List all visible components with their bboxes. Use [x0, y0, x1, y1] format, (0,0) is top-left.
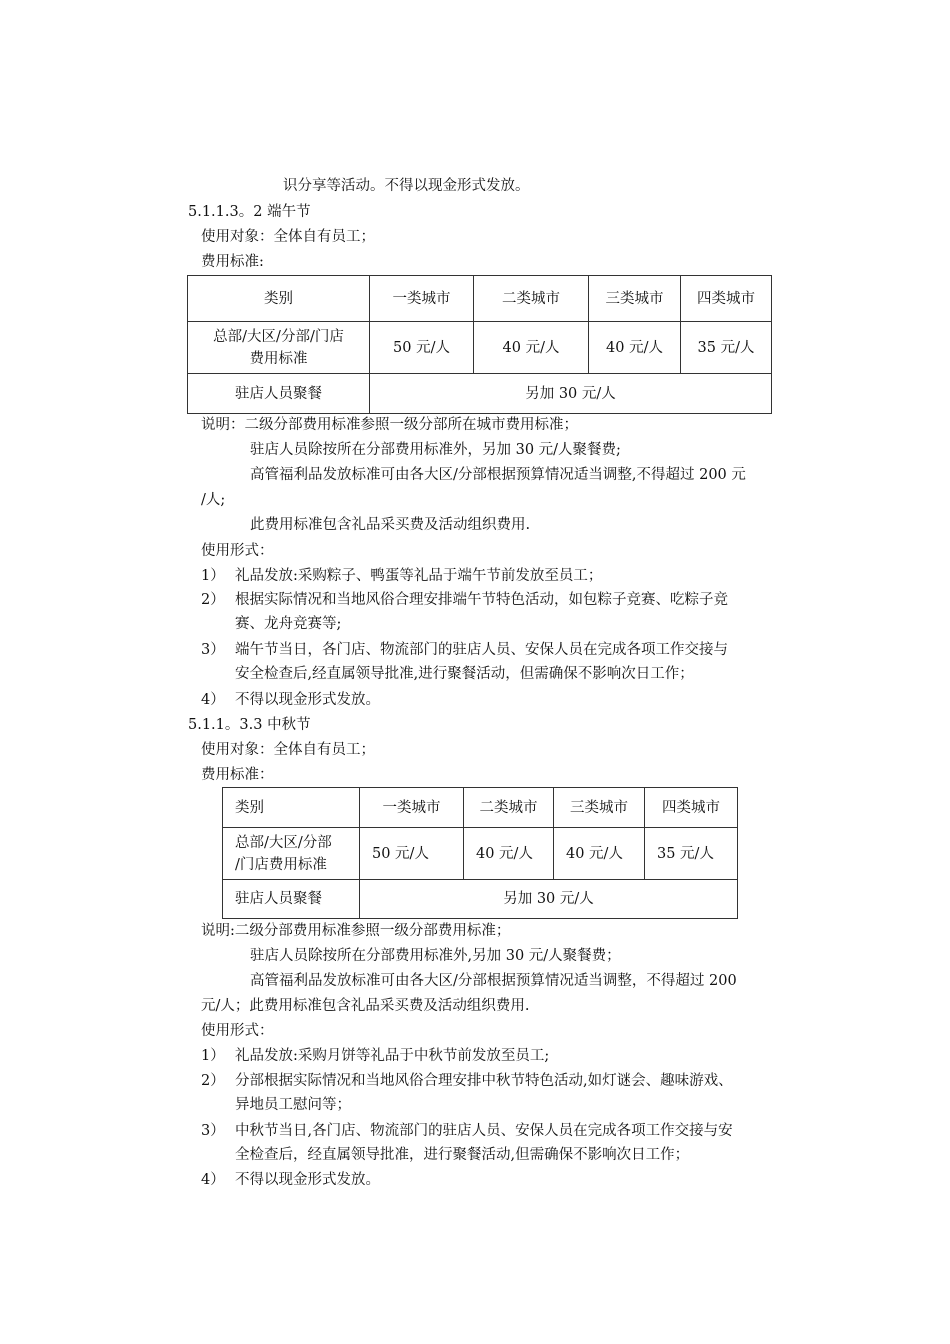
row-label-staff-dinner: 驻店人员聚餐: [188, 374, 370, 414]
header-category: 类别: [223, 788, 360, 828]
row-label-staff-dinner: 驻店人员聚餐: [223, 880, 360, 919]
header-tier1-city: 一类城市: [360, 788, 464, 828]
list-item: 中秋节当日,各门店、物流部门的驻店人员、安保人员在完成各项工作交接与安: [235, 1123, 733, 1139]
cell-staff-dinner-value: 另加 30 元/人: [370, 374, 772, 414]
row-label-hq-standard: 总部/大区/分部/门店 费用标准: [188, 322, 370, 374]
cell-tier2-value: 40 元/人: [474, 322, 589, 374]
list-item-number: 4）: [201, 692, 225, 708]
row-label-hq-standard: 总部/大区/分部 /门店费用标准: [223, 828, 360, 880]
header-tier3-city: 三类城市: [554, 788, 645, 828]
header-tier1-city: 一类城市: [370, 276, 474, 322]
list-item-number: 1）: [201, 568, 225, 584]
section-heading-mid-autumn: 5.1.1。3.3 中秋节: [188, 717, 311, 733]
cost-table-dragon-boat: [187, 275, 772, 414]
cost-standard-label: 费用标准:: [201, 254, 264, 270]
list-item-number: 2）: [201, 1073, 225, 1089]
usage-form-label: 使用形式：: [201, 543, 274, 559]
table-header-row: [223, 788, 738, 828]
note-line: 高管福利品发放标准可由各大区/分部根据预算情况适当调整，不得超过 200: [250, 973, 737, 989]
table-header-row: [188, 276, 772, 322]
cell-tier4-value: 35 元/人: [645, 828, 738, 880]
header-category: 类别: [188, 276, 370, 322]
list-item-continuation: 赛、龙舟竞赛等;: [235, 616, 342, 632]
header-tier2-city: 二类城市: [474, 276, 589, 322]
note-line: 驻店人员除按所在分部费用标准外，另加 30 元/人聚餐费;: [250, 442, 621, 458]
table-row: [188, 374, 772, 414]
cell-staff-dinner-value: 另加 30 元/人: [360, 880, 738, 919]
list-item-number: 1）: [201, 1048, 225, 1064]
list-item-number: 2）: [201, 592, 225, 608]
list-item: 端午节当日，各门店、物流部门的驻店人员、安保人员在完成各项工作交接与: [235, 642, 728, 658]
list-item: 分部根据实际情况和当地风俗合理安排中秋节特色活动,如灯谜会、趣味游戏、: [235, 1073, 733, 1089]
list-item-continuation: 安全检查后,经直属领导批准,进行聚餐活动，但需确保不影响次日工作；: [235, 666, 694, 682]
list-item-continuation: 全检查后，经直属领导批准，进行聚餐活动,但需确保不影响次日工作；: [235, 1147, 690, 1163]
list-item-continuation: 异地员工慰问等；: [235, 1097, 351, 1113]
table-row: [223, 828, 738, 880]
list-item: 根据实际情况和当地风俗合理安排端午节特色活动，如包粽子竞赛、吃粽子竞: [235, 592, 728, 608]
section-heading-dragon-boat: 5.1.1.3。2 端午节: [188, 204, 311, 220]
cell-tier1-value: 50 元/人: [360, 828, 464, 880]
header-tier3-city: 三类城市: [589, 276, 681, 322]
usage-form-label: 使用形式：: [201, 1023, 274, 1039]
header-tier2-city: 二类城市: [464, 788, 554, 828]
list-item: 不得以现金形式发放。: [235, 1172, 380, 1188]
header-tier4-city: 四类城市: [645, 788, 738, 828]
note-line: 说明：二级分部费用标准参照一级分部所在城市费用标准；: [201, 417, 578, 433]
list-item-number: 4）: [201, 1172, 225, 1188]
list-item: 不得以现金形式发放。: [235, 692, 380, 708]
cell-tier3-value: 40 元/人: [589, 322, 681, 374]
note-line: 说明:二级分部费用标准参照一级分部费用标准；: [201, 923, 511, 939]
cell-tier2-value: 40 元/人: [464, 828, 554, 880]
cost-standard-label: 费用标准：: [201, 767, 274, 783]
cell-tier1-value: 50 元/人: [370, 322, 474, 374]
usage-target: 使用对象：全体自有员工；: [201, 229, 375, 245]
table-row: [223, 880, 738, 919]
usage-target: 使用对象：全体自有员工；: [201, 742, 375, 758]
cell-tier3-value: 40 元/人: [554, 828, 645, 880]
header-tier4-city: 四类城市: [681, 276, 772, 322]
note-line: 高管福利品发放标准可由各大区/分部根据预算情况适当调整,不得超过 200 元: [250, 467, 746, 483]
note-line: 驻店人员除按所在分部费用标准外,另加 30 元/人聚餐费；: [250, 948, 621, 964]
cost-table-mid-autumn: [222, 787, 738, 919]
list-item-number: 3）: [201, 1123, 225, 1139]
note-line: 此费用标准包含礼品采买费及活动组织费用.: [250, 517, 531, 533]
list-item: 礼品发放:采购月饼等礼品于中秋节前发放至员工;: [235, 1048, 550, 1064]
note-line: /人;: [201, 492, 226, 508]
list-item-number: 3）: [201, 642, 225, 658]
table-row: [188, 322, 772, 374]
list-item: 礼品发放:采购粽子、鸭蛋等礼品于端午节前发放至员工；: [235, 568, 603, 584]
cell-tier4-value: 35 元/人: [681, 322, 772, 374]
note-line: 元/人；此费用标准包含礼品采买费及活动组织费用.: [201, 998, 530, 1014]
continuation-line: 识分享等活动。不得以现金形式发放。: [283, 178, 530, 194]
